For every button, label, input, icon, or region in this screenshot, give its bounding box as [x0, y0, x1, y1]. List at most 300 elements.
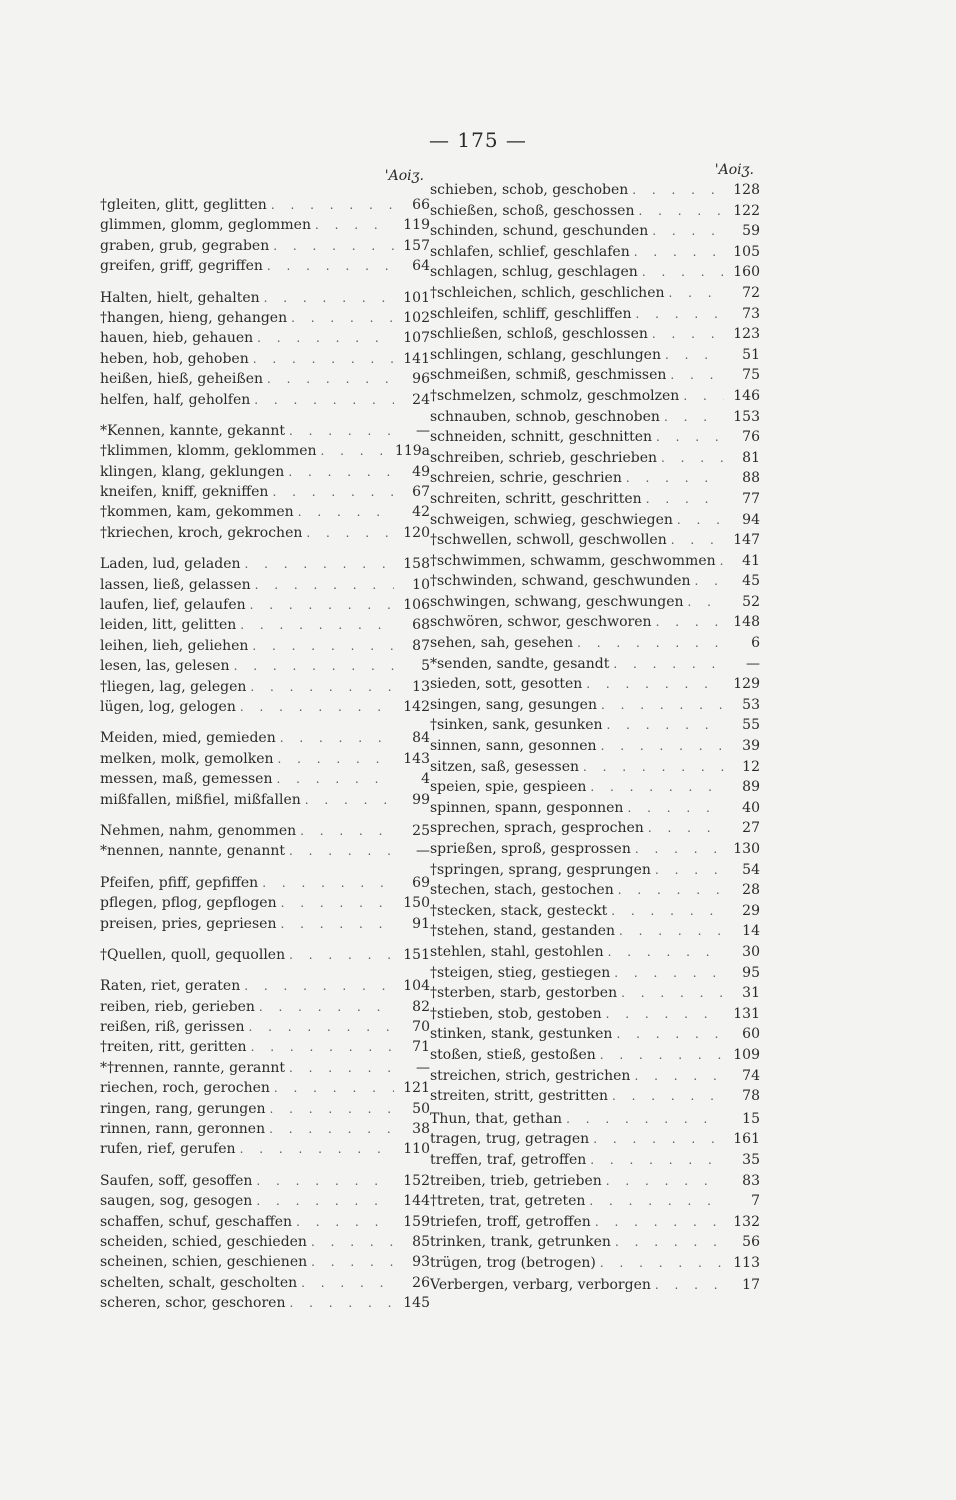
verb-entry [430, 283, 760, 304]
dot-leader [247, 1037, 394, 1057]
dot-leader [248, 636, 394, 656]
verb-forms: Thun, that, gethan [430, 1110, 563, 1127]
verb-entry [100, 1078, 430, 1098]
dot-leader [596, 1045, 724, 1066]
reference-number: 123 [733, 326, 760, 343]
verb-forms: reiben, rieb, gerieben [100, 998, 255, 1015]
dot-leader [597, 695, 724, 716]
verb-forms: †schwimmen, schwamm, geschwommen [430, 552, 716, 569]
reference-number: 45 [742, 573, 760, 590]
verb-forms: klingen, klang, geklungen [100, 463, 285, 480]
reference-number: 107 [403, 330, 430, 347]
verb-entry [100, 945, 430, 965]
verb-forms: greifen, griff, gegriffen [100, 258, 263, 275]
dot-leader [272, 769, 394, 789]
reference-number: 130 [733, 841, 760, 857]
verb-entry [100, 328, 430, 348]
dot-leader [240, 976, 394, 996]
dot-leader [673, 510, 724, 531]
dot-leader [638, 262, 724, 283]
reference-number: 35 [742, 1151, 760, 1168]
reference-number: 102 [403, 309, 430, 326]
reference-number: 54 [742, 861, 760, 878]
dot-leader [614, 880, 724, 901]
verb-entry [100, 595, 430, 615]
verb-forms: scheinen, schien, geschienen [100, 1254, 308, 1271]
reference-number: 42 [412, 504, 430, 521]
verb-entry [100, 914, 430, 934]
verb-entry [430, 921, 760, 942]
verb-forms: leiden, litt, gelitten [100, 617, 237, 634]
verb-forms: riechen, roch, gerochen [100, 1080, 270, 1097]
reference-number: 141 [403, 350, 430, 367]
verb-entry [430, 654, 760, 675]
dot-leader [596, 1253, 724, 1274]
verb-entry [430, 715, 760, 736]
verb-forms: laufen, lief, gelaufen [100, 597, 246, 614]
reference-number: 66 [412, 197, 430, 213]
dot-leader [667, 530, 724, 551]
dot-leader [285, 421, 394, 441]
verb-entry [430, 839, 760, 860]
dot-leader [661, 345, 724, 366]
reference-number: 91 [412, 915, 430, 932]
verb-forms: sieden, sott, gesotten [430, 676, 583, 693]
verb-forms: †stieben, stob, gestoben [430, 1005, 602, 1022]
dot-leader [660, 407, 724, 428]
verb-entry [430, 695, 760, 716]
reference-number: 59 [742, 223, 760, 240]
verb-entry [100, 1139, 430, 1159]
reference-number: 26 [412, 1274, 430, 1291]
verb-entry [430, 201, 760, 222]
dot-leader [267, 195, 394, 215]
page-number: — 175 — [429, 128, 527, 152]
verb-forms: stehlen, stahl, gestohlen [430, 943, 604, 960]
verb-forms: *senden, sandte, gesandt [430, 655, 610, 672]
verb-entry [100, 728, 430, 748]
verb-forms: Saufen, soff, gesoffen [100, 1172, 253, 1189]
reference-number: 87 [412, 637, 430, 654]
verb-forms: Meiden, mied, gemieden [100, 730, 276, 747]
verb-entry [100, 308, 430, 328]
dot-leader [651, 860, 724, 881]
verb-entry [430, 798, 760, 819]
verb-forms: schießen, schoß, geschossen [430, 202, 635, 219]
reference-number: 147 [733, 532, 760, 549]
verb-forms: schleifen, schliff, geschliffen [430, 305, 632, 322]
verb-forms: reißen, riß, gerissen [100, 1019, 245, 1036]
verb-entry [100, 575, 430, 595]
verb-forms: treiben, trieb, getrieben [430, 1172, 602, 1189]
reference-number: 53 [742, 696, 760, 713]
verb-entry [430, 530, 760, 551]
reference-number: 84 [412, 730, 430, 747]
reference-number: 74 [742, 1067, 760, 1084]
verb-forms: schmeißen, schmiß, geschmissen [430, 367, 667, 384]
dot-leader [631, 839, 724, 860]
reference-number: 81 [742, 449, 760, 466]
dot-leader [657, 448, 724, 469]
reference-number: 52 [742, 593, 760, 610]
verb-entry [430, 1150, 760, 1171]
reference-number: 71 [412, 1039, 430, 1056]
dot-leader [301, 790, 394, 810]
reference-number: 82 [412, 998, 430, 1015]
dot-leader [628, 180, 724, 201]
reference-number: 76 [742, 429, 760, 446]
reference-number: — [416, 422, 430, 439]
verb-entry [430, 1109, 760, 1130]
verb-entry [430, 345, 760, 366]
dot-leader [274, 749, 394, 769]
dot-leader [684, 592, 724, 613]
reference-number: 41 [742, 552, 760, 569]
reference-number: 69 [412, 874, 430, 891]
reference-number: 31 [742, 985, 760, 1002]
dot-leader [611, 1232, 724, 1253]
reference-number: 150 [403, 895, 430, 912]
reference-number: 128 [733, 182, 760, 198]
verb-entry [430, 468, 760, 489]
reference-number: 143 [403, 750, 430, 767]
verb-forms: melken, molk, gemolken [100, 750, 274, 767]
dot-leader [253, 328, 394, 348]
verb-entry [100, 749, 430, 769]
verb-entry [430, 1191, 760, 1212]
verb-forms: †kommen, kam, gekommen [100, 504, 294, 521]
reference-number: 158 [403, 556, 430, 573]
reference-number: 13 [412, 678, 430, 695]
dot-leader [263, 369, 394, 389]
verb-entry [430, 1004, 760, 1025]
verb-entry [100, 769, 430, 789]
dot-leader [630, 1066, 724, 1087]
column-header: 'Aoiʒ. [714, 162, 754, 178]
dot-leader [622, 468, 724, 489]
verb-forms: hauen, hieb, gehauen [100, 330, 254, 347]
verb-entry [430, 633, 760, 654]
verb-entry [100, 1273, 430, 1293]
reference-number: 25 [412, 822, 430, 839]
dot-leader [246, 595, 394, 615]
verb-entry [430, 1066, 760, 1087]
verb-forms: leihen, lieh, geliehen [100, 637, 249, 654]
reference-number: 38 [412, 1121, 430, 1138]
verb-entry [430, 571, 760, 592]
dot-leader [562, 1109, 724, 1130]
verb-group [430, 1275, 760, 1296]
verb-entry [100, 997, 430, 1017]
verb-forms: †schleichen, schlich, geschlichen [430, 284, 665, 301]
verb-entry [100, 195, 430, 215]
verb-forms: schwören, schwor, geschworen [430, 614, 652, 631]
verb-forms: triefen, troff, getroffen [430, 1213, 591, 1230]
verb-forms: Raten, riet, geraten [100, 978, 241, 995]
dot-leader [241, 554, 395, 574]
reference-number: 10 [412, 576, 430, 593]
dot-leader [652, 612, 724, 633]
verb-forms: *nennen, nannte, genannt [100, 843, 286, 860]
verb-forms: schneiden, schnitt, geschnitten [430, 429, 653, 446]
verb-entry [430, 963, 760, 984]
dot-leader [586, 1150, 724, 1171]
verb-entry [430, 592, 760, 613]
reference-number: 89 [742, 779, 760, 796]
dot-leader [691, 571, 724, 592]
verb-entry [100, 1212, 430, 1232]
reference-number: 75 [742, 367, 760, 384]
reference-number: 99 [412, 791, 430, 808]
reference-number: 14 [742, 923, 760, 940]
verb-entry [100, 821, 430, 841]
reference-number: 15 [742, 1110, 760, 1127]
dot-leader [236, 615, 394, 635]
dot-leader [608, 1086, 724, 1107]
verb-forms: †steigen, stieg, gestiegen [430, 964, 611, 981]
dot-leader [666, 365, 724, 386]
verb-forms: pflegen, pflog, gepflogen [100, 895, 277, 912]
reference-number: 144 [403, 1193, 430, 1210]
verb-forms: †stehen, stand, gestanden [430, 923, 616, 940]
verb-forms: †hangen, hieng, gehangen [100, 309, 288, 326]
verb-entry [100, 1119, 430, 1139]
dot-leader [249, 349, 394, 369]
verb-entry [430, 1212, 760, 1233]
verb-forms: helfen, half, geholfen [100, 391, 251, 408]
reference-number: 30 [742, 943, 760, 960]
dot-leader [236, 697, 394, 717]
dot-leader [302, 523, 394, 543]
verb-entry [430, 901, 760, 922]
dot-leader [586, 777, 724, 798]
reference-number: 72 [742, 284, 760, 301]
reference-number: 88 [742, 470, 760, 487]
dot-leader [258, 873, 394, 893]
verb-entry [100, 1171, 430, 1191]
verb-group [100, 421, 430, 543]
verb-group [100, 945, 430, 965]
verb-forms: †springen, sprang, gesprungen [430, 861, 651, 878]
verb-forms: †Quellen, quoll, gequollen [100, 946, 286, 963]
dot-leader [263, 256, 394, 276]
verb-forms: lesen, las, gelesen [100, 658, 230, 675]
entry-groups [430, 180, 760, 1296]
verb-entry [100, 554, 430, 574]
reference-number: 85 [412, 1233, 430, 1250]
verb-forms: schaffen, schuf, geschaffen [100, 1213, 293, 1230]
verb-entry [100, 1191, 430, 1211]
verb-forms: tragen, trug, getragen [430, 1131, 590, 1148]
dot-leader [632, 304, 724, 325]
verb-entry [430, 860, 760, 881]
verb-forms: sprießen, sproß, gesprossen [430, 841, 631, 857]
reference-number: 105 [733, 243, 760, 260]
dot-leader [617, 983, 724, 1004]
verb-entry [430, 983, 760, 1004]
verb-forms: *Kennen, kannte, gekannt [100, 422, 286, 439]
reference-number: 142 [403, 698, 430, 715]
verb-forms: speien, spie, gespieen [430, 779, 587, 796]
verb-entry [430, 1275, 760, 1296]
verb-forms: †sinken, sank, gesunken [430, 717, 603, 734]
dot-leader [260, 288, 394, 308]
verb-forms: †schwellen, schwoll, geschwollen [430, 532, 667, 549]
dot-leader [250, 390, 394, 410]
reference-number: 131 [733, 1005, 760, 1022]
dot-leader [268, 482, 394, 502]
verb-entry [430, 674, 760, 695]
dot-leader [252, 1191, 394, 1211]
verb-forms: †gleiten, glitt, geglitten [100, 197, 267, 213]
dot-leader [266, 1099, 394, 1119]
reference-number: 161 [733, 1131, 760, 1148]
reference-number: 83 [742, 1172, 760, 1189]
verb-entry [100, 349, 430, 369]
dot-leader [285, 841, 394, 861]
dot-leader [603, 715, 724, 736]
verb-forms: stechen, stach, gestochen [430, 882, 614, 899]
verb-forms: spinnen, spann, gesponnen [430, 799, 624, 816]
verb-entry [100, 636, 430, 656]
dot-leader [589, 1129, 724, 1150]
verb-forms: rufen, rief, gerufen [100, 1141, 236, 1158]
verb-forms: †sterben, starb, gestorben [430, 985, 618, 1002]
verb-forms: Laden, lud, geladen [100, 556, 241, 573]
reference-number: — [746, 655, 760, 672]
verb-forms: preisen, pries, gepriesen [100, 915, 277, 932]
dot-leader [602, 1171, 724, 1192]
dot-leader [644, 818, 724, 839]
verb-entry [430, 365, 760, 386]
reference-number: 106 [403, 597, 430, 614]
verb-forms: heißen, hieß, geheißen [100, 371, 264, 388]
verb-entry [430, 510, 760, 531]
reference-number: 6 [751, 635, 760, 652]
verb-entry [430, 448, 760, 469]
reference-number: — [416, 1059, 430, 1076]
reference-number: 78 [742, 1088, 760, 1105]
verb-forms: schwingen, schwang, geschwungen [430, 593, 684, 610]
dot-leader [582, 674, 724, 695]
verb-entry [430, 427, 760, 448]
verb-entry [430, 407, 760, 428]
verb-forms: schlingen, schlang, geschlungen [430, 346, 661, 363]
verb-entry [430, 304, 760, 325]
verb-forms: streichen, strich, gestrichen [430, 1067, 631, 1084]
verb-forms: kneifen, kniff, gekniffen [100, 484, 269, 501]
verb-entry [100, 502, 430, 522]
verb-entry [430, 324, 760, 345]
verb-entry [100, 236, 430, 256]
verb-forms: Halten, hielt, gehalten [100, 289, 260, 306]
verb-forms: stoßen, stieß, gestoßen [430, 1046, 596, 1063]
dot-leader [246, 677, 394, 697]
verb-entry [430, 551, 760, 572]
dot-leader [245, 1017, 394, 1037]
reference-number: 145 [403, 1295, 430, 1312]
verb-forms: mißfallen, mißfiel, mißfallen [100, 791, 301, 808]
verb-forms: schnauben, schnob, geschnoben [430, 408, 660, 425]
dot-leader [665, 283, 725, 304]
verb-group [100, 976, 430, 1160]
verb-group [430, 1109, 760, 1274]
verb-entry [430, 1232, 760, 1253]
verb-forms: schreiten, schritt, geschritten [430, 490, 642, 507]
reference-number: 129 [733, 676, 760, 693]
dot-leader [610, 963, 724, 984]
dot-leader [296, 821, 394, 841]
reference-number: 12 [742, 758, 760, 775]
verb-forms: saugen, sog, gesogen [100, 1193, 253, 1210]
verb-entry [430, 1086, 760, 1107]
verb-entry [100, 390, 430, 410]
dot-leader [276, 914, 394, 934]
reference-number: 152 [403, 1172, 430, 1189]
reference-number: 113 [733, 1254, 760, 1271]
verb-forms: †liegen, lag, gelegen [100, 678, 247, 695]
reference-number: 104 [403, 978, 430, 995]
dot-leader [623, 798, 724, 819]
dot-leader [236, 1139, 394, 1159]
verb-forms: †klimmen, klomm, geklommen [100, 443, 317, 460]
dot-leader [311, 215, 394, 235]
verb-entry [430, 180, 760, 201]
dot-leader [612, 1024, 724, 1045]
verb-entry [430, 777, 760, 798]
verb-forms: schlafen, schlief, geschlafen [430, 243, 630, 260]
verb-forms: schieben, schob, geschoben [430, 182, 629, 198]
verb-forms: lügen, log, gelogen [100, 698, 236, 715]
verb-entry [100, 288, 430, 308]
verb-forms: trinken, trank, getrunken [430, 1234, 611, 1251]
reference-number: 39 [742, 738, 760, 755]
reference-number: 27 [742, 820, 760, 837]
verb-entry [430, 1253, 760, 1274]
reference-number: 49 [412, 463, 430, 480]
reference-number: 94 [742, 511, 760, 528]
verb-forms: schinden, schund, geschunden [430, 223, 649, 240]
verb-entry [100, 441, 430, 461]
reference-number: 7 [751, 1193, 760, 1210]
verb-entry [100, 1232, 430, 1252]
verb-forms: schweigen, schwieg, geschwiegen [430, 511, 673, 528]
verb-entry [100, 256, 430, 276]
reference-number: 95 [742, 964, 760, 981]
dot-leader [269, 236, 394, 256]
verb-forms: rinnen, rann, geronnen [100, 1121, 266, 1138]
verb-entry [100, 677, 430, 697]
dot-leader [597, 736, 724, 757]
verb-entry [430, 1171, 760, 1192]
dot-leader [294, 502, 394, 522]
verb-entry [100, 1252, 430, 1272]
verb-group [100, 728, 430, 810]
reference-number: 148 [733, 614, 760, 631]
dot-leader [591, 1212, 724, 1233]
verb-entry [100, 1017, 430, 1037]
dot-leader [265, 1119, 394, 1139]
verb-forms: sprechen, sprach, gesprochen [430, 820, 644, 837]
verb-entry [430, 736, 760, 757]
dot-leader [648, 324, 724, 345]
verb-forms: †kriechen, kroch, gekrochen [100, 524, 303, 541]
column-header: 'Aoiʒ. [384, 168, 424, 184]
dot-leader [307, 1232, 394, 1252]
verb-entry [100, 893, 430, 913]
verb-entry [100, 790, 430, 810]
reference-number: 109 [733, 1046, 760, 1063]
